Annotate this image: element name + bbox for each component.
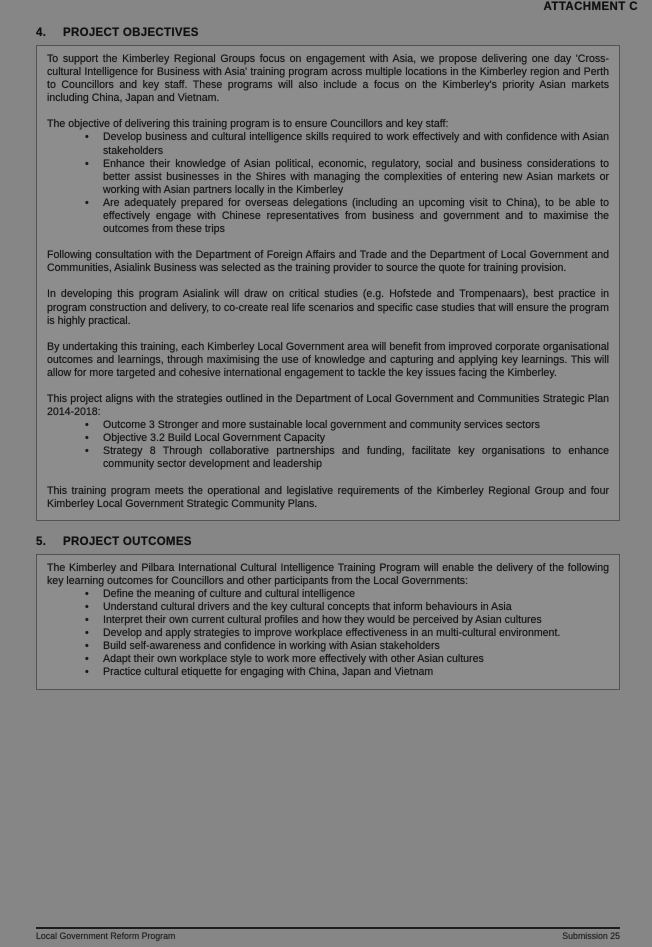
section-4-box xyxy=(36,45,620,521)
section-5-number: 5. xyxy=(36,535,47,548)
bullet-item: • Practice cultural etiquette for engaging with China, Japan and Vietnam xyxy=(95,666,609,679)
section-5-title: PROJECT OUTCOMES xyxy=(63,535,192,548)
page-content xyxy=(36,27,620,690)
bullet-item: • Are adequately prepared for overseas delegations (including an upcoming visit to China), to be able to effectively engage with Chinese representatives from business and government and to maximise the outcomes from these trips xyxy=(95,197,609,236)
footer-right-text: Submission 25 xyxy=(562,931,620,941)
section-5-heading xyxy=(36,536,620,548)
bullet-item: • Strategy 8 Through collaborative partnerships and funding, facilitate key organisations to enhance community sector development and leadership xyxy=(95,445,609,471)
bullet-item: • Adapt their own workplace style to work more effectively with other Asian cultures xyxy=(95,653,609,666)
paragraph-strategies-intro: This project aligns with the strategies outlined in the Department of Local Government and Communities Strategic Plan 2014-2018: xyxy=(47,392,609,419)
bullet-item: • Develop and apply strategies to improve workplace effectiveness in an multi-cultural environment. xyxy=(95,627,609,640)
section-spacer xyxy=(36,521,620,536)
bullet-item: • Outcome 3 Stronger and more sustainable local government and community services sectors xyxy=(95,419,609,432)
page-footer xyxy=(36,927,620,941)
outcomes-list xyxy=(47,588,609,680)
paragraph-benefit: By undertaking this training, each Kimberley Local Government area will benefit from improved corporate organisational outcomes and learnings, through maximising the use of knowledge and capturing and applying key learnings. This will allow for more targeted and cohesive international engagement to tackle the key issues facing the Kimberley. xyxy=(47,340,609,379)
paragraph-objectives-intro: The objective of delivering this training program is to ensure Councillors and key staff: xyxy=(47,118,449,131)
paragraph-consultation: Following consultation with the Department of Foreign Affairs and Trade and the Department of Local Government and Communities, Asialink Business was selected as the training provider to source the quote for training provision. xyxy=(47,249,609,275)
paragraph-asialink: In developing this program Asialink will draw on critical studies (e.g. Hofstede and Trompenaars), best practice in program construction and delivery, to co-create real life scenarios and specific case studies that will ensure the program is highly practical. xyxy=(47,288,609,327)
bullet-item: • Understand cultural drivers and the key cultural concepts that inform behaviours in Asia xyxy=(95,601,609,614)
bullet-item: • Build self-awareness and confidence in working with Asian stakeholders xyxy=(95,640,609,653)
strategies-list xyxy=(47,419,609,471)
section-4-number: 4. xyxy=(36,27,47,39)
section-5-box xyxy=(36,554,620,690)
attachment-label: ATTACHMENT C xyxy=(543,1,638,13)
paragraph-intro-program: To support the Kimberley Regional Groups focus on engagement with Asia, we propose delivering one day 'Cross-cultural Intelligence for Business with Asia' training program across multiple locations in the Kimberley region and Perth to Councillors and key staff. These programs will also include a focus on the Kimberley's priority Asian markets including China, Japan and Vietnam. xyxy=(47,53,609,105)
footer-left-text: Local Government Reform Program xyxy=(36,931,176,941)
bullet-item: • Interpret their own current cultural profiles and how they would be perceived by Asian cultures xyxy=(95,614,609,627)
objectives-list xyxy=(47,131,609,236)
bullet-item: • Develop business and cultural intelligence skills required to work effectively and with confidence with Asian stakeholders xyxy=(95,131,609,157)
section-4-heading xyxy=(36,27,620,39)
paragraph-outcomes-intro: The Kimberley and Pilbara International Cultural Intelligence Training Program will enable the delivery of the following key learning outcomes for Councillors and other participants from the Local Governments: xyxy=(47,561,609,587)
section-4-title: PROJECT OBJECTIVES xyxy=(63,27,199,39)
bullet-item: • Enhance their knowledge of Asian political, economic, regulatory, social and business considerations to better assist businesses in the Shires with managing the complexities of entering new Asian markets or working with Asian partners locally in the Kimberley xyxy=(95,158,609,197)
bullet-item: • Objective 3.2 Build Local Government Capacity xyxy=(95,432,609,445)
bullet-item: • Define the meaning of culture and cultural intelligence xyxy=(95,588,609,601)
paragraph-requirements: This training program meets the operational and legislative requirements of the Kimberley Regional Group and four Kimberley Local Government Strategic Community Plans. xyxy=(47,484,609,510)
